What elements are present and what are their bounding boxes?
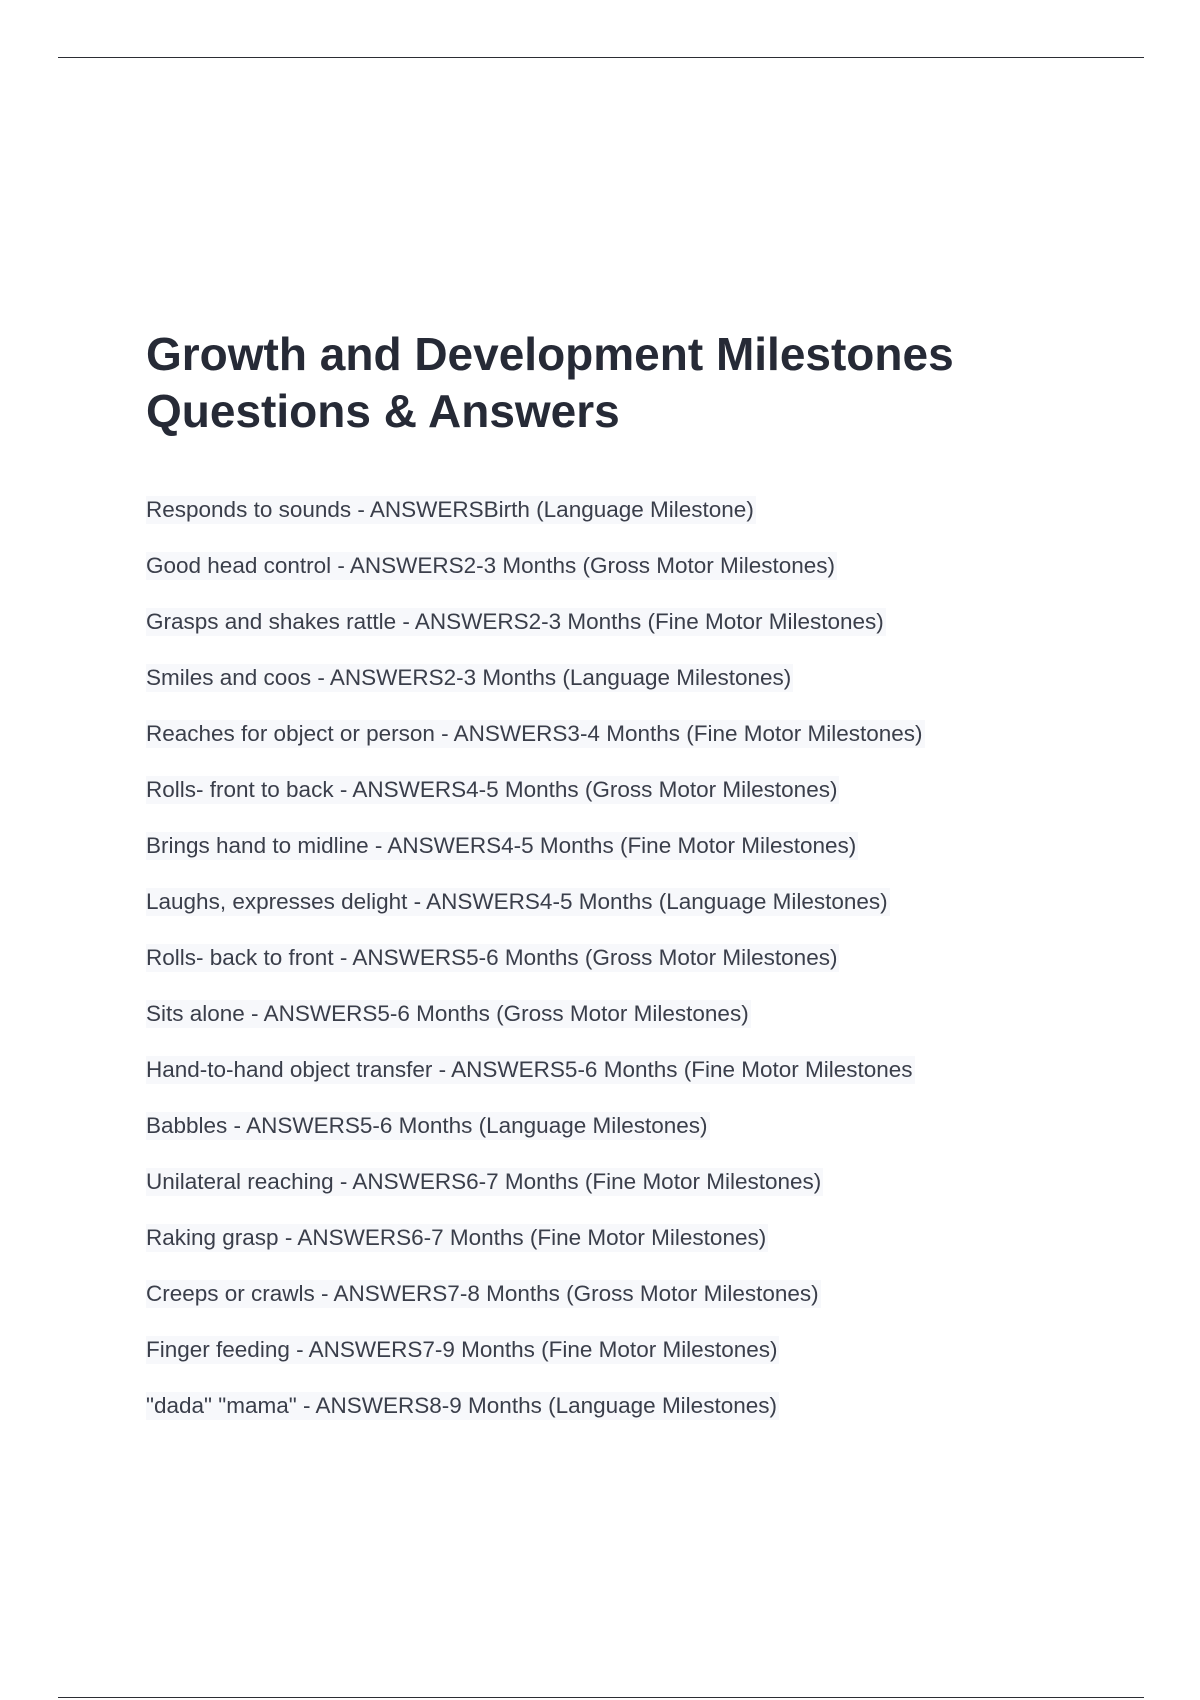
bottom-divider xyxy=(58,1697,1144,1698)
qa-text: Rolls- front to back - ANSWERS4-5 Months (Gross Motor Milestones) xyxy=(146,777,838,802)
qa-text: Brings hand to midline - ANSWERS4-5 Months (Fine Motor Milestones) xyxy=(146,833,857,858)
page-title xyxy=(146,326,1066,440)
document-body xyxy=(146,326,1066,1418)
qa-text: Good head control - ANSWERS2-3 Months (Gross Motor Milestones) xyxy=(146,553,836,578)
list-item xyxy=(146,608,1046,664)
list-item xyxy=(146,664,1046,720)
list-item xyxy=(146,1000,1046,1056)
qa-text: "dada" "mama" - ANSWERS8-9 Months (Language Milestones) xyxy=(146,1393,777,1418)
qa-text: Sits alone - ANSWERS5-6 Months (Gross Motor Milestones) xyxy=(146,1001,749,1026)
qa-text: Responds to sounds - ANSWERSBirth (Language Milestone) xyxy=(146,497,754,522)
qa-text: Creeps or crawls - ANSWERS7-8 Months (Gross Motor Milestones) xyxy=(146,1281,819,1306)
qa-text: Unilateral reaching - ANSWERS6-7 Months (Fine Motor Milestones) xyxy=(146,1169,822,1194)
list-item xyxy=(146,1336,1046,1392)
qa-text: Babbles - ANSWERS5-6 Months (Language Milestones) xyxy=(146,1113,708,1138)
qa-text: Smiles and coos - ANSWERS2-3 Months (Language Milestones) xyxy=(146,665,792,690)
top-divider xyxy=(58,57,1144,58)
list-item xyxy=(146,1392,1046,1448)
qa-text: Hand-to-hand object transfer - ANSWERS5-6 Months (Fine Motor Milestones xyxy=(146,1057,913,1082)
list-item xyxy=(146,1056,1046,1112)
list-item xyxy=(146,888,1046,944)
qa-text: Reaches for object or person - ANSWERS3-4 Months (Fine Motor Milestones) xyxy=(146,721,923,746)
title-line-1: Growth and Development Milestones xyxy=(146,328,954,380)
list-item xyxy=(146,720,1046,776)
list-item xyxy=(146,944,1046,1000)
title-line-2: Questions & Answers xyxy=(146,385,620,437)
list-item xyxy=(146,1280,1046,1336)
qa-text: Finger feeding - ANSWERS7-9 Months (Fine Motor Milestones) xyxy=(146,1337,778,1362)
list-item xyxy=(146,832,1046,888)
list-item xyxy=(146,1112,1046,1168)
qa-list xyxy=(146,496,1046,1448)
list-item xyxy=(146,776,1046,832)
list-item xyxy=(146,496,1046,552)
qa-text: Laughs, expresses delight - ANSWERS4-5 Months (Language Milestones) xyxy=(146,889,888,914)
qa-text: Raking grasp - ANSWERS6-7 Months (Fine Motor Milestones) xyxy=(146,1225,767,1250)
qa-text: Rolls- back to front - ANSWERS5-6 Months (Gross Motor Milestones) xyxy=(146,945,838,970)
list-item xyxy=(146,1224,1046,1280)
list-item xyxy=(146,552,1046,608)
qa-text: Grasps and shakes rattle - ANSWERS2-3 Months (Fine Motor Milestones) xyxy=(146,609,884,634)
list-item xyxy=(146,1168,1046,1224)
